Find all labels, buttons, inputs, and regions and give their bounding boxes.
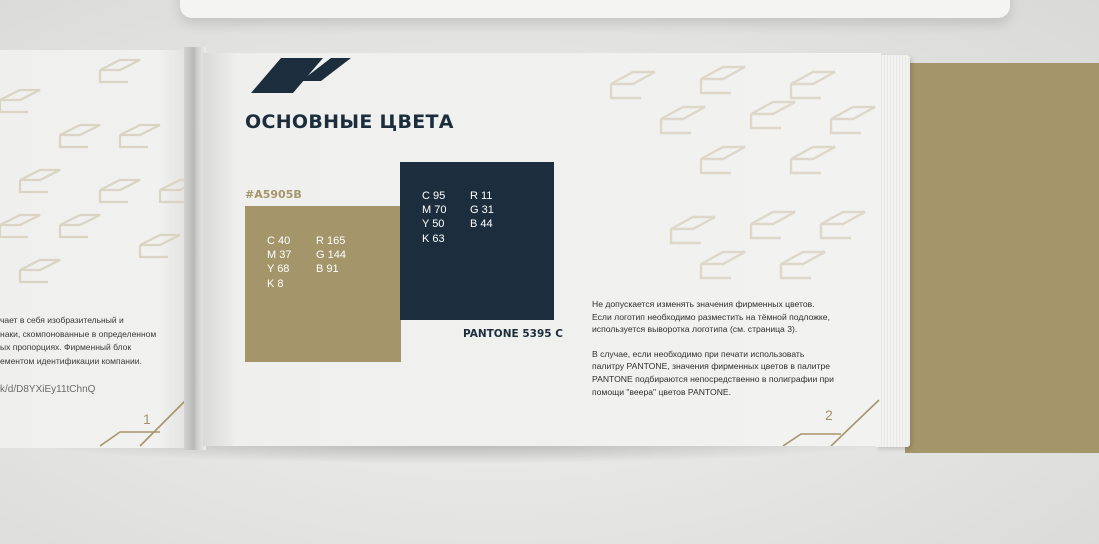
gold-cmyk-y: Y 68 (267, 263, 290, 276)
navy-cmyk-values (422, 189, 446, 246)
corner-ornament-left (0, 388, 198, 448)
desc-line: PANTONE подбираются непосредственно в полиграфии при (592, 373, 834, 384)
page-title: ОСНОВНЫЕ ЦВЕТА (245, 111, 454, 133)
logo-pattern-left (0, 50, 198, 310)
pantone-label: PANTONE 5395 C (463, 328, 563, 340)
gold-cmyk-m: M 37 (267, 249, 292, 262)
desc-line: помощи "веера" цветов PANTONE. (592, 386, 732, 397)
desc-line: палитру PANTONE, значения фирменных цветов в палитре (592, 361, 831, 372)
left-text-line: наки, скомпонованные в определенном (0, 328, 157, 339)
gold-hex-label: #A5905B (245, 188, 302, 201)
right-page (203, 53, 881, 446)
navy-rgb-r: R 11 (470, 190, 493, 202)
gold-swatch-strip (905, 63, 1099, 453)
logo-pattern-right (591, 59, 881, 299)
desc-line: Если логотип необходимо разместить на тёмной подложке, (592, 311, 830, 322)
navy-rgb-g: G 31 (470, 204, 494, 217)
gold-cmyk-values (267, 234, 291, 291)
left-text-line: чает в себя изобразительный и (0, 315, 124, 325)
page-number-left: 1 (143, 411, 151, 427)
navy-color-swatch (400, 162, 554, 320)
gold-rgb-values (316, 234, 346, 277)
corner-ornament-right (771, 398, 881, 446)
navy-cmyk-c: C 95 (422, 190, 446, 202)
gold-cmyk-k: K 8 (267, 277, 284, 290)
left-page-link: k/d/D8YXiEy11tChnQ (0, 384, 96, 395)
desc-line: Не допускается изменять значения фирменных цветов. (592, 299, 815, 309)
left-page (0, 50, 198, 448)
background-object (180, 0, 1010, 18)
left-text-line: ых пропорциях. Фирменный блок (0, 342, 132, 352)
navy-rgb-values (470, 189, 494, 232)
gold-color-swatch (245, 206, 401, 362)
page-stack-edge (876, 55, 910, 447)
left-text-line: ементом идентификации компании. (0, 355, 142, 366)
desc-line: В случае, если необходимо при печати использовать (592, 348, 805, 359)
gold-rgb-g: G 144 (316, 249, 346, 262)
navy-cmyk-k: K 63 (422, 232, 445, 245)
page-number-right: 2 (825, 407, 833, 423)
navy-rgb-b: B 44 (470, 218, 493, 231)
description-text (592, 298, 852, 398)
corner-ornament-top (223, 53, 363, 103)
gold-rgb-b: B 91 (316, 263, 339, 276)
desc-line: используется выворотка логотипа (см. страница 3). (592, 324, 798, 335)
navy-cmyk-m: M 70 (422, 204, 447, 217)
navy-cmyk-y: Y 50 (422, 218, 445, 231)
gold-rgb-r: R 165 (316, 235, 346, 247)
gold-cmyk-c: C 40 (267, 235, 291, 247)
left-page-text (0, 314, 190, 368)
